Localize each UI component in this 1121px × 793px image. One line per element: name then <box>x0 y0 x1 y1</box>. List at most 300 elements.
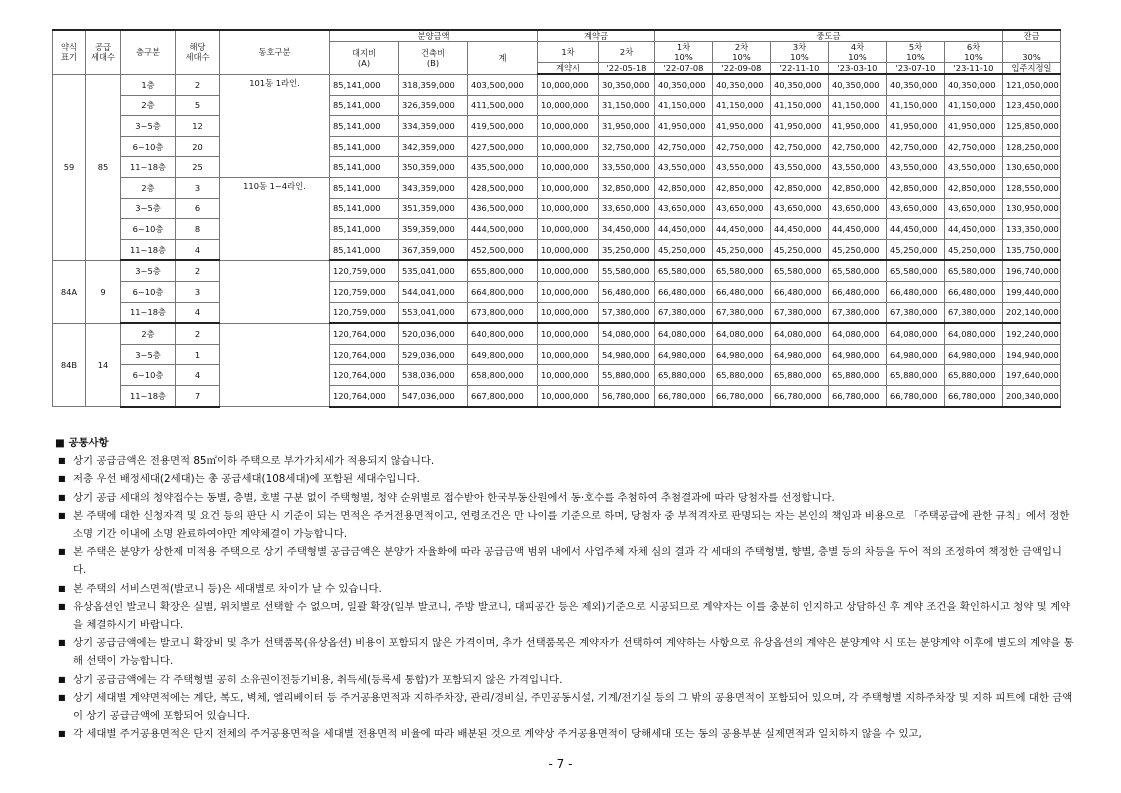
note-item <box>55 725 1075 743</box>
mid-cell: 43,650,000 <box>887 198 945 219</box>
mid-cell: 65,580,000 <box>887 260 945 281</box>
dong-cell: 110동 1~4라인. <box>220 177 330 260</box>
mid-cell: 64,080,000 <box>829 323 887 344</box>
balance-cell: 135,750,000 <box>1003 239 1061 260</box>
note-text: 각 세대별 주거공용면적은 단지 전체의 주거공용면적을 세대별 전용면적 비율에 따라 배분된 것으로 계약상 주거공용면적이 당해세대 또는 동의 공용부분 실제면적과 일치하지 않을 수 있고, <box>73 728 922 741</box>
build-cell: 318,359,000 <box>399 74 468 95</box>
balance-cell: 123,450,000 <box>1003 95 1061 116</box>
mid-cell: 42,750,000 <box>945 136 1003 157</box>
mid-cell: 43,550,000 <box>771 157 829 178</box>
floor-cell: 1층 <box>121 74 176 95</box>
header-units: 해당 세대수 <box>176 30 220 74</box>
mid-cell: 43,650,000 <box>771 198 829 219</box>
dep1-cell: 10,000,000 <box>538 365 599 386</box>
header-dep1-when: 계약시 <box>538 63 599 75</box>
mid-cell: 66,480,000 <box>945 281 1003 302</box>
note-text: 상기 공급금액은 전용면적 85㎡이하 주택으로 부가가치세가 적용되지 않습니다. <box>73 455 435 468</box>
mid-cell: 65,580,000 <box>945 260 1003 281</box>
header-balance-when: 입주지정일 <box>1003 63 1061 75</box>
units-cell: 4 <box>176 302 220 323</box>
build-cell: 351,359,000 <box>399 198 468 219</box>
note-text: 본 주택에 대한 신청자격 및 요건 등의 판단 시 기준이 되는 면적은 주거전용면적이고, 연령조건은 만 나이를 기준으로 하며, 당첨자 중 부적격자로 판명되는 자는 본인의 책임과 비용으로 「주택공급에 관한 규칙」에서 정한 소명 기간 이내에 소명 완료하여야만 계약체결이 가능합니다. <box>73 509 1070 541</box>
mid-cell: 42,850,000 <box>945 177 1003 198</box>
mid-cell: 66,480,000 <box>655 281 713 302</box>
note-text: 상기 공급금액에는 발코니 확장비 및 추가 선택품목(유상옵션) 비용이 포함되지 않은 가격이며, 추가 선택품목은 계약자가 선택하여 계약하는 사항으로 유상옵션의 계약은 분양계약 시 또는 분양계약 이후에 별도의 계약을 통해 선택이 가능합니다. <box>73 637 1074 668</box>
units-cell: 2 <box>176 260 220 281</box>
dep2-cell: 35,250,000 <box>599 239 655 260</box>
note-text: 유상옵션인 발코니 확장은 실별, 위치별로 선택할 수 없으며, 일괄 확장(일부 발코니, 주방 발코니, 대피공간 등은 제외)기준으로 시공되므로 계약자는 이를 충분히 인지하고 상담하신 후 계약 조건을 확인하시고 청약 및 계약을 체결하시기 바랍니다. <box>73 600 1071 632</box>
note-item <box>55 634 1075 670</box>
mid-cell: 65,880,000 <box>713 365 771 386</box>
mid-cell: 64,980,000 <box>713 344 771 365</box>
dep1-cell: 10,000,000 <box>538 219 599 240</box>
units-cell: 6 <box>176 198 220 219</box>
dep1-cell: 10,000,000 <box>538 385 599 406</box>
land-cell: 85,141,000 <box>330 157 399 178</box>
mid-cell: 45,250,000 <box>771 239 829 260</box>
balance-cell: 194,940,000 <box>1003 344 1061 365</box>
dep1-cell: 10,000,000 <box>538 177 599 198</box>
mid-cell: 40,350,000 <box>771 74 829 95</box>
header-mid-2: 2차 10% <box>713 42 771 63</box>
note-text: 상기 세대별 계약면적에는 계단, 복도, 벽체, 엘리베이터 등 주거공용면적과 지하주차장, 관리/경비실, 주민공동시설, 기계/전기실 등의 그 밖의 공용면적이 포함되어 있으며, 각 주택형별 지하주차장 및 지하 피트에 대한 금액이 상기 공급금액에 포함되어 있습니다. <box>73 691 1073 723</box>
land-cell: 120,759,000 <box>330 260 399 281</box>
land-cell: 85,141,000 <box>330 136 399 157</box>
dep1-cell: 10,000,000 <box>538 198 599 219</box>
balance-cell: 133,350,000 <box>1003 219 1061 240</box>
dep2-cell: 55,880,000 <box>599 365 655 386</box>
notes-title: ■ 공통사항 <box>55 437 109 449</box>
mid-cell: 43,650,000 <box>945 198 1003 219</box>
table-row <box>53 198 1061 219</box>
mid-cell: 44,450,000 <box>655 219 713 240</box>
land-cell: 120,764,000 <box>330 323 399 344</box>
dong-cell <box>220 323 330 406</box>
header-mid-date-4: '23-03-10 <box>829 63 887 75</box>
land-cell: 85,141,000 <box>330 219 399 240</box>
mid-cell: 42,750,000 <box>771 136 829 157</box>
header-balance-pct: 30% <box>1003 42 1061 63</box>
total-cell: 428,500,000 <box>468 177 538 198</box>
mid-cell: 64,980,000 <box>945 344 1003 365</box>
units-cell: 3 <box>176 177 220 198</box>
mid-cell: 66,480,000 <box>713 281 771 302</box>
dep1-cell: 10,000,000 <box>538 260 599 281</box>
type-cell: 84A <box>53 260 86 323</box>
table-row <box>53 302 1061 323</box>
mid-cell: 64,080,000 <box>887 323 945 344</box>
units-cell: 1 <box>176 344 220 365</box>
header-dong: 동호구분 <box>220 30 330 74</box>
mid-cell: 43,650,000 <box>713 198 771 219</box>
dep2-cell: 55,580,000 <box>599 260 655 281</box>
dep1-cell: 10,000,000 <box>538 239 599 260</box>
mid-cell: 43,650,000 <box>655 198 713 219</box>
floor-cell: 2층 <box>121 177 176 198</box>
mid-cell: 67,380,000 <box>945 302 1003 323</box>
floor-cell: 2층 <box>121 95 176 116</box>
mid-cell: 45,250,000 <box>829 239 887 260</box>
header-middle: 중도금 <box>655 30 1003 42</box>
square-bullet-icon: ■ <box>58 601 66 611</box>
mid-cell: 66,480,000 <box>771 281 829 302</box>
mid-cell: 43,550,000 <box>945 157 1003 178</box>
table-row <box>53 219 1061 240</box>
note-item <box>55 580 1075 598</box>
floor-cell: 3~5층 <box>121 116 176 137</box>
mid-cell: 41,150,000 <box>655 95 713 116</box>
total-cell: 664,800,000 <box>468 281 538 302</box>
mid-cell: 41,150,000 <box>945 95 1003 116</box>
table-row <box>53 385 1061 406</box>
square-bullet-icon: ■ <box>58 474 66 484</box>
note-item <box>55 507 1075 543</box>
total-cell: 658,800,000 <box>468 365 538 386</box>
dep2-cell: 56,480,000 <box>599 281 655 302</box>
header-price: 분양금액 <box>330 30 538 42</box>
land-cell: 120,759,000 <box>330 281 399 302</box>
mid-cell: 43,550,000 <box>655 157 713 178</box>
mid-cell: 41,950,000 <box>829 116 887 137</box>
dep2-cell: 56,780,000 <box>599 385 655 406</box>
mid-cell: 42,750,000 <box>887 136 945 157</box>
note-item <box>55 671 1075 689</box>
floor-cell: 6~10층 <box>121 281 176 302</box>
units-cell: 2 <box>176 323 220 344</box>
square-bullet-icon: ■ <box>58 692 66 702</box>
floor-cell: 11~18층 <box>121 302 176 323</box>
mid-cell: 66,780,000 <box>887 385 945 406</box>
dep1-cell: 10,000,000 <box>538 302 599 323</box>
balance-cell: 125,850,000 <box>1003 116 1061 137</box>
mid-cell: 41,150,000 <box>771 95 829 116</box>
dep2-cell: 31,950,000 <box>599 116 655 137</box>
mid-cell: 66,780,000 <box>771 385 829 406</box>
note-text: 상기 공급 세대의 청약접수는 동별, 층별, 호별 구분 없이 주택형별, 청약 순위별로 접수받아 한국부동산원에서 동·호수를 추첨하여 추첨결과에 따라 당첨자를 선정합니다. <box>73 491 835 504</box>
dep1-cell: 10,000,000 <box>538 323 599 344</box>
table-row <box>53 323 1061 344</box>
mid-cell: 66,480,000 <box>829 281 887 302</box>
mid-cell: 42,750,000 <box>829 136 887 157</box>
balance-cell: 200,340,000 <box>1003 385 1061 406</box>
balance-cell: 196,740,000 <box>1003 260 1061 281</box>
mid-cell: 40,350,000 <box>655 74 713 95</box>
total-cell: 649,800,000 <box>468 344 538 365</box>
mid-cell: 67,380,000 <box>713 302 771 323</box>
note-item <box>55 543 1075 579</box>
total-cell: 667,800,000 <box>468 385 538 406</box>
note-item <box>55 489 1075 507</box>
dep2-cell: 34,450,000 <box>599 219 655 240</box>
dep1-cell: 10,000,000 <box>538 157 599 178</box>
header-supply: 공급 세대수 <box>86 30 121 74</box>
mid-cell: 41,950,000 <box>771 116 829 137</box>
mid-cell: 41,950,000 <box>713 116 771 137</box>
mid-cell: 40,350,000 <box>713 74 771 95</box>
total-cell: 436,500,000 <box>468 198 538 219</box>
units-cell: 25 <box>176 157 220 178</box>
total-cell: 435,500,000 <box>468 157 538 178</box>
dep1-cell: 10,000,000 <box>538 116 599 137</box>
mid-cell: 64,080,000 <box>945 323 1003 344</box>
mid-cell: 65,580,000 <box>771 260 829 281</box>
mid-cell: 66,780,000 <box>945 385 1003 406</box>
dep2-cell: 57,380,000 <box>599 302 655 323</box>
header-mid-date-3: '22-11-10 <box>771 63 829 75</box>
land-cell: 85,141,000 <box>330 74 399 95</box>
mid-cell: 41,150,000 <box>887 95 945 116</box>
header-type: 약식 표기 <box>53 30 86 74</box>
header-mid-date-5: '23-07-10 <box>887 63 945 75</box>
land-cell: 85,141,000 <box>330 95 399 116</box>
dep2-cell: 31,150,000 <box>599 95 655 116</box>
mid-cell: 43,550,000 <box>887 157 945 178</box>
total-cell: 411,500,000 <box>468 95 538 116</box>
land-cell: 120,764,000 <box>330 365 399 386</box>
mid-cell: 67,380,000 <box>655 302 713 323</box>
mid-cell: 42,850,000 <box>887 177 945 198</box>
balance-cell: 130,650,000 <box>1003 157 1061 178</box>
floor-cell: 3~5층 <box>121 260 176 281</box>
mid-cell: 42,850,000 <box>829 177 887 198</box>
mid-cell: 65,580,000 <box>655 260 713 281</box>
table-row <box>53 260 1061 281</box>
mid-cell: 65,880,000 <box>655 365 713 386</box>
total-cell: 640,800,000 <box>468 323 538 344</box>
build-cell: 535,041,000 <box>399 260 468 281</box>
mid-cell: 44,450,000 <box>945 219 1003 240</box>
mid-cell: 41,950,000 <box>945 116 1003 137</box>
dong-cell <box>220 260 330 323</box>
table-row <box>53 239 1061 260</box>
mid-cell: 45,250,000 <box>945 239 1003 260</box>
header-mid-date-1: '22-07-08 <box>655 63 713 75</box>
page-number: - 7 - <box>548 757 573 771</box>
mid-cell: 67,380,000 <box>829 302 887 323</box>
mid-cell: 65,880,000 <box>945 365 1003 386</box>
units-cell: 4 <box>176 365 220 386</box>
total-cell: 452,500,000 <box>468 239 538 260</box>
mid-cell: 44,450,000 <box>713 219 771 240</box>
mid-cell: 44,450,000 <box>771 219 829 240</box>
dep2-cell: 32,750,000 <box>599 136 655 157</box>
units-cell: 4 <box>176 239 220 260</box>
mid-cell: 67,380,000 <box>771 302 829 323</box>
price-table <box>52 29 1061 408</box>
square-bullet-icon: ■ <box>58 729 66 739</box>
mid-cell: 65,880,000 <box>771 365 829 386</box>
mid-cell: 64,980,000 <box>887 344 945 365</box>
land-cell: 85,141,000 <box>330 239 399 260</box>
mid-cell: 40,350,000 <box>829 74 887 95</box>
units-cell: 12 <box>176 116 220 137</box>
square-bullet-icon: ■ <box>58 674 66 684</box>
build-cell: 553,041,000 <box>399 302 468 323</box>
table-header <box>53 30 1061 74</box>
floor-cell: 2층 <box>121 323 176 344</box>
dep1-cell: 10,000,000 <box>538 136 599 157</box>
build-cell: 367,359,000 <box>399 239 468 260</box>
mid-cell: 43,550,000 <box>713 157 771 178</box>
dep2-cell: 54,080,000 <box>599 323 655 344</box>
total-cell: 419,500,000 <box>468 116 538 137</box>
mid-cell: 64,980,000 <box>771 344 829 365</box>
mid-cell: 41,150,000 <box>713 95 771 116</box>
mid-cell: 64,980,000 <box>829 344 887 365</box>
header-dep2: 2차 <box>599 42 655 63</box>
balance-cell: 130,950,000 <box>1003 198 1061 219</box>
mid-cell: 41,150,000 <box>829 95 887 116</box>
dep2-cell: 33,550,000 <box>599 157 655 178</box>
header-build: 건축비 (B) <box>399 42 468 75</box>
mid-cell: 64,080,000 <box>771 323 829 344</box>
note-text: 상기 공급금액에는 각 주택형별 공히 소유권이전등기비용, 취득세(등록세 통합)가 포함되지 않은 가격입니다. <box>73 673 563 686</box>
mid-cell: 45,250,000 <box>713 239 771 260</box>
total-cell: 403,500,000 <box>468 74 538 95</box>
table-row <box>53 177 1061 198</box>
mid-cell: 66,780,000 <box>713 385 771 406</box>
mid-cell: 64,080,000 <box>713 323 771 344</box>
header-mid-3: 3차 10% <box>771 42 829 63</box>
note-text: 본 주택은 분양가 상한제 미적용 주택으로 상기 주택형별 공급금액은 분양가 자율화에 따라 공급금액 범위 내에서 사업주체 자체 심의 결과 각 세대의 주택형별, 향별, 층별 등의 차등을 두어 적의 조정하여 책정한 금액입니다. <box>73 546 1062 577</box>
floor-cell: 11~18층 <box>121 385 176 406</box>
build-cell: 326,359,000 <box>399 95 468 116</box>
note-item <box>55 689 1075 725</box>
common-notes <box>55 434 1075 743</box>
units-cell: 20 <box>176 136 220 157</box>
build-cell: 544,041,000 <box>399 281 468 302</box>
build-cell: 520,036,000 <box>399 323 468 344</box>
header-balance: 잔금 <box>1003 30 1061 42</box>
mid-cell: 45,250,000 <box>887 239 945 260</box>
balance-cell: 121,050,000 <box>1003 74 1061 95</box>
units-cell: 5 <box>176 95 220 116</box>
table-row <box>53 136 1061 157</box>
units-cell: 2 <box>176 74 220 95</box>
mid-cell: 42,850,000 <box>713 177 771 198</box>
square-bullet-icon: ■ <box>58 510 66 520</box>
header-mid-date-6: '23-11-10 <box>945 63 1003 75</box>
mid-cell: 41,950,000 <box>887 116 945 137</box>
total-cell: 673,800,000 <box>468 302 538 323</box>
land-cell: 120,759,000 <box>330 302 399 323</box>
note-text: 저층 우선 배정세대(2세대)는 총 공급세대(108세대)에 포함된 세대수입니다. <box>73 473 420 486</box>
supply-cell: 85 <box>86 74 121 260</box>
type-cell: 84B <box>53 323 86 406</box>
floor-cell: 11~18층 <box>121 157 176 178</box>
mid-cell: 41,950,000 <box>655 116 713 137</box>
balance-cell: 202,140,000 <box>1003 302 1061 323</box>
mid-cell: 42,750,000 <box>713 136 771 157</box>
dep1-cell: 10,000,000 <box>538 281 599 302</box>
dong-cell: 101동 1라인. <box>220 74 330 177</box>
note-item <box>55 598 1075 634</box>
mid-cell: 65,580,000 <box>713 260 771 281</box>
build-cell: 343,359,000 <box>399 177 468 198</box>
balance-cell: 128,250,000 <box>1003 136 1061 157</box>
floor-cell: 6~10층 <box>121 219 176 240</box>
header-mid-6: 6차 10% <box>945 42 1003 63</box>
total-cell: 444,500,000 <box>468 219 538 240</box>
build-cell: 334,359,000 <box>399 116 468 137</box>
mid-cell: 45,250,000 <box>655 239 713 260</box>
land-cell: 85,141,000 <box>330 198 399 219</box>
dep2-cell: 54,980,000 <box>599 344 655 365</box>
units-cell: 7 <box>176 385 220 406</box>
table-row <box>53 116 1061 137</box>
units-cell: 3 <box>176 281 220 302</box>
balance-cell: 128,550,000 <box>1003 177 1061 198</box>
notes-list <box>55 452 1075 743</box>
table-body <box>53 74 1061 407</box>
mid-cell: 64,980,000 <box>655 344 713 365</box>
mid-cell: 66,780,000 <box>829 385 887 406</box>
square-bullet-icon: ■ <box>58 456 66 466</box>
floor-cell: 11~18층 <box>121 239 176 260</box>
square-bullet-icon: ■ <box>58 547 66 557</box>
square-bullet-icon: ■ <box>58 583 66 593</box>
balance-cell: 192,240,000 <box>1003 323 1061 344</box>
table-row <box>53 157 1061 178</box>
build-cell: 538,036,000 <box>399 365 468 386</box>
table-row <box>53 95 1061 116</box>
table-row <box>53 344 1061 365</box>
note-text: 본 주택의 서비스면적(발코니 등)은 세대별로 차이가 날 수 있습니다. <box>73 582 382 595</box>
land-cell: 120,764,000 <box>330 385 399 406</box>
dep1-cell: 10,000,000 <box>538 344 599 365</box>
dep1-cell: 10,000,000 <box>538 74 599 95</box>
mid-cell: 67,380,000 <box>887 302 945 323</box>
mid-cell: 44,450,000 <box>829 219 887 240</box>
supply-cell: 9 <box>86 260 121 323</box>
mid-cell: 44,450,000 <box>887 219 945 240</box>
header-floor: 층구분 <box>121 30 176 74</box>
table-row <box>53 74 1061 95</box>
square-bullet-icon: ■ <box>58 638 66 648</box>
table-row <box>53 281 1061 302</box>
build-cell: 350,359,000 <box>399 157 468 178</box>
dep1-cell: 10,000,000 <box>538 95 599 116</box>
floor-cell: 3~5층 <box>121 344 176 365</box>
header-dep2-when: '22-05-18 <box>599 63 655 75</box>
type-cell: 59 <box>53 74 86 260</box>
dep2-cell: 30,350,000 <box>599 74 655 95</box>
build-cell: 342,359,000 <box>399 136 468 157</box>
supply-cell: 14 <box>86 323 121 406</box>
note-item <box>55 470 1075 488</box>
units-cell: 8 <box>176 219 220 240</box>
land-cell: 120,764,000 <box>330 344 399 365</box>
mid-cell: 40,350,000 <box>945 74 1003 95</box>
mid-cell: 40,350,000 <box>887 74 945 95</box>
dep2-cell: 33,650,000 <box>599 198 655 219</box>
total-cell: 427,500,000 <box>468 136 538 157</box>
mid-cell: 66,480,000 <box>887 281 945 302</box>
header-mid-4: 4차 10% <box>829 42 887 63</box>
mid-cell: 65,580,000 <box>829 260 887 281</box>
balance-cell: 197,640,000 <box>1003 365 1061 386</box>
mid-cell: 64,080,000 <box>655 323 713 344</box>
total-cell: 655,800,000 <box>468 260 538 281</box>
land-cell: 85,141,000 <box>330 116 399 137</box>
build-cell: 359,359,000 <box>399 219 468 240</box>
balance-cell: 199,440,000 <box>1003 281 1061 302</box>
header-mid-date-2: '22-09-08 <box>713 63 771 75</box>
mid-cell: 65,880,000 <box>829 365 887 386</box>
square-bullet-icon: ■ <box>58 492 66 502</box>
note-item <box>55 452 1075 470</box>
mid-cell: 43,550,000 <box>829 157 887 178</box>
